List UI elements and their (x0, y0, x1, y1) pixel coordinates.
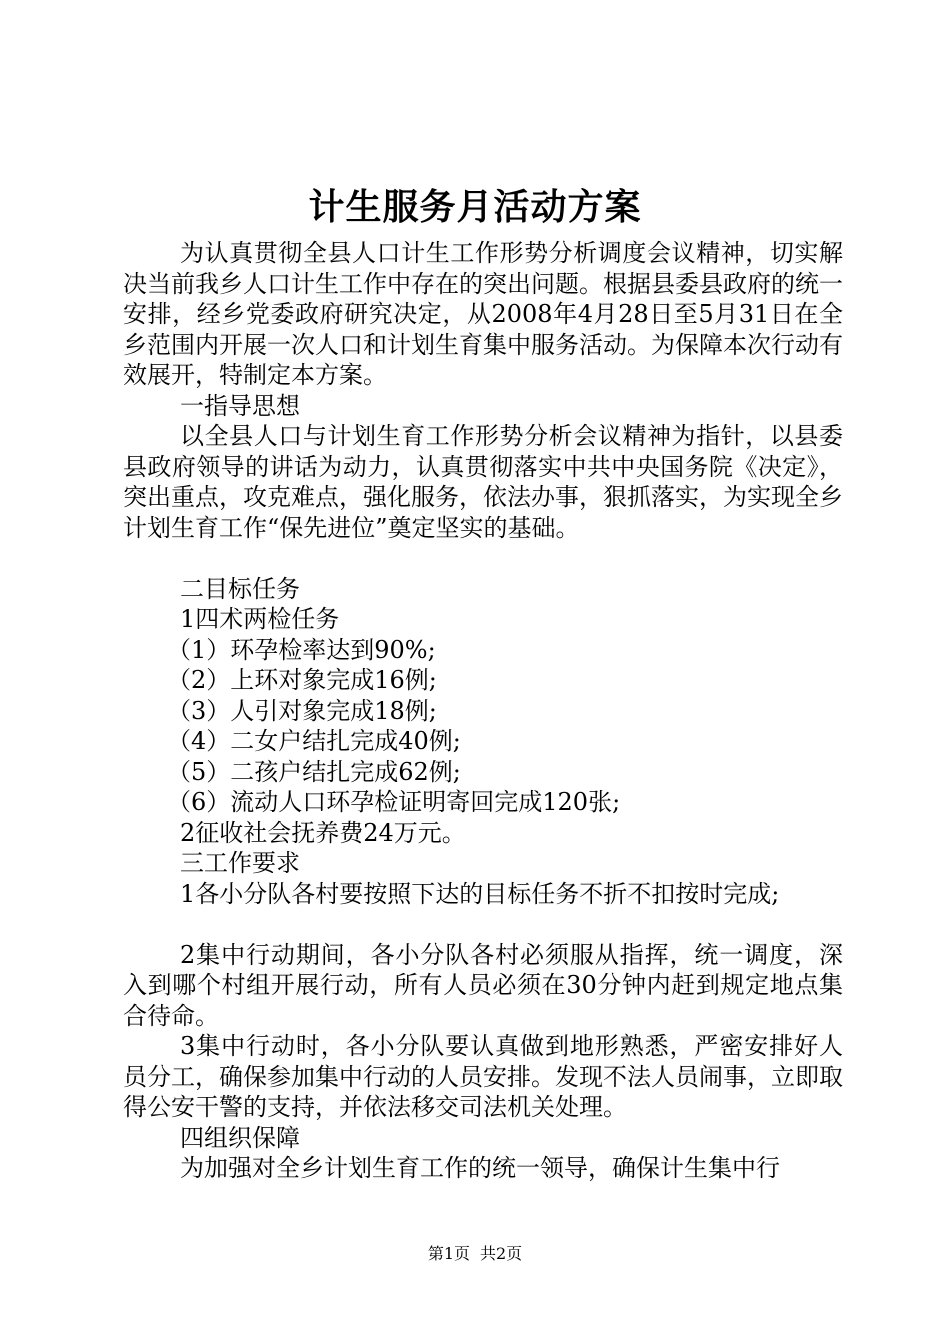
requirement-item-3: 3集中行动时，各小分队要认真做到地形熟悉，严密安排好人员分工，确保参加集中行动的人员安排。发现不法人员闹事，立即取得公安干警的支持，并依法移交司法机关处理。 (123, 1032, 843, 1121)
section-heading-requirements: 三工作要求 (180, 849, 300, 877)
target-item: （5）二孩户结扎完成62例; (167, 757, 461, 786)
section-heading-guiding-ideology: 一指导思想 (180, 391, 300, 420)
target-item: （2）上环对象完成16例; (167, 666, 437, 694)
section-heading-targets: 二目标任务 (180, 574, 300, 603)
section-heading-organization: 四组织保障 (180, 1123, 300, 1152)
document-title: 计生服务月活动方案 (308, 186, 642, 228)
page-number: 第1页 (427, 1244, 470, 1263)
target-item: （1）环孕检率达到90%; (167, 635, 436, 664)
blank-line (123, 543, 843, 574)
blank-line (123, 909, 843, 940)
target-item: （4）二女户结扎完成40例; (167, 727, 461, 755)
requirement-item-2: 2集中行动期间，各小分队各村必须服从指挥，统一调度，深入到哪个村组开展行动，所有人员必须在30分钟内赶到规定地点集合待命。 (123, 940, 843, 1030)
requirement-item-1: 1各小分队各村要按照下达的目标任务不折不扣按时完成; (180, 879, 780, 908)
page-footer (0, 1243, 950, 1265)
page-total: 共2页 (480, 1244, 523, 1263)
target-item: （3）人引对象完成18例; (167, 696, 437, 725)
targets-subheading-1: 1四术两检任务 (180, 605, 340, 633)
targets-subheading-2: 2征收社会抚养费24万元。 (180, 818, 466, 847)
target-item: （6）流动人口环孕检证明寄回完成120张; (167, 788, 621, 816)
intro-paragraph: 为认真贯彻全县人口计生工作形势分析调度会议精神，切实解决当前我乡人口计生工作中存在的突出问题。根据县委县政府的统一安排，经乡党委政府研究决定，从2008年4月28日至5月31日在全乡范围内开展一次人口和计划生育集中服务活动。为保障本次行动有效展开，特制定本方案。 (123, 239, 843, 389)
document-body (123, 238, 843, 1184)
organization-paragraph: 为加强对全乡计划生育工作的统一领导，确保计生集中行 (180, 1154, 780, 1182)
guiding-ideology-paragraph: 以全县人口与计划生育工作形势分析会议精神为指针，以县委县政府领导的讲话为动力，认真贯彻落实中共中央国务院《决定》，突出重点，攻克难点，强化服务，依法办事，狠抓落实，为实现全乡计划生育工作“保先进位”奠定坚实的基础。 (123, 422, 843, 542)
